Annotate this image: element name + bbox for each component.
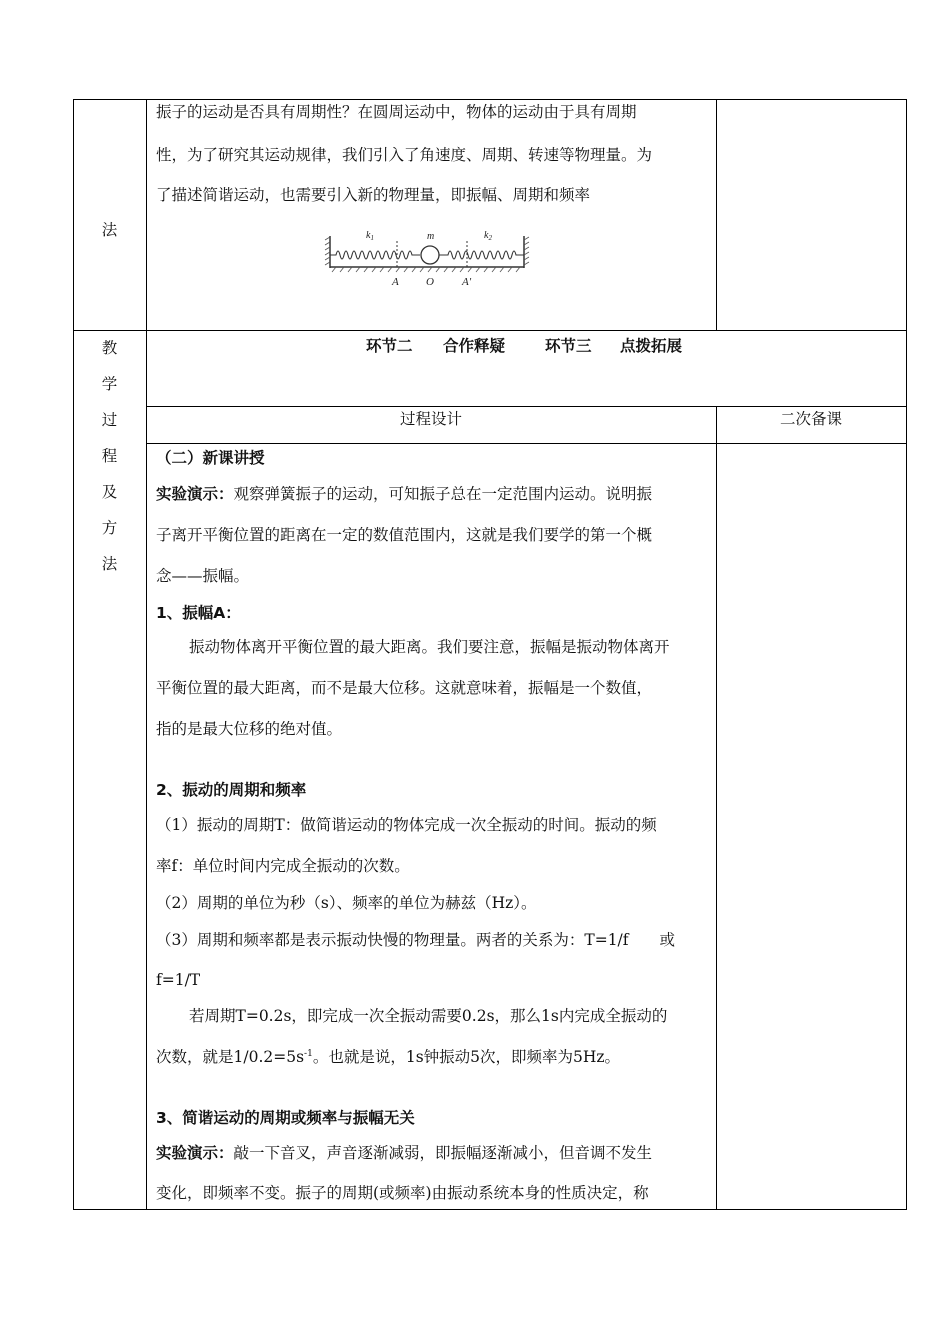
demo1-line-2: 子离开平衡位置的距离在一定的数值范围内，这就是我们要学的第一个概 xyxy=(156,526,653,544)
table-left-border xyxy=(73,99,74,1210)
spring-oscillator-figure xyxy=(322,224,532,290)
example-line-2-b: 。也就是说，1s钟振动5次，即频率为5Hz。 xyxy=(312,1048,621,1066)
period-line-2: 率f：单位时间内完成全振动的次数。 xyxy=(156,857,410,875)
demo2-label: 实验演示： xyxy=(156,1144,234,1162)
section-heading-part3: 环节三 xyxy=(545,337,592,355)
period-frequency-heading: 2、振动的周期和频率 xyxy=(156,781,307,799)
svg-text:k2: $k_2$ xyxy=(484,230,492,242)
demo1-line-3: 念——振幅。 xyxy=(156,567,250,585)
section-heading-part2: 合作释疑 xyxy=(443,337,506,355)
side-char-2: 学 xyxy=(101,375,118,393)
example-line-2-a: 次数，就是1/0.2=5s xyxy=(156,1048,305,1066)
table-right-border xyxy=(906,99,907,1210)
side-char-4: 程 xyxy=(101,447,118,465)
side-char-7: 法 xyxy=(101,555,118,573)
example-line-1: 若周期T=0.2s，即完成一次全振动需要0.2s，那么1s内完成全振动的 xyxy=(189,1007,668,1025)
example-exponent: -1 xyxy=(304,1048,313,1059)
table-bottom-border xyxy=(73,1209,907,1210)
top-paragraph-line-1: 振子的运动是否具有周期性？在圆周运动中，物体的运动由于具有周期 xyxy=(156,103,637,121)
table-top-border xyxy=(73,99,907,100)
section-heading-part1: 环节二 xyxy=(366,337,413,355)
demo2-text-1: 敲一下音叉，声音逐渐减弱，即振幅逐渐减小，但音调不发生 xyxy=(233,1144,653,1162)
svg-text:A′: A′ xyxy=(462,276,472,288)
svg-text:k1: $k_1$ xyxy=(366,230,374,242)
second-prep-header: 二次备课 xyxy=(779,410,842,428)
process-design-header: 过程设计 xyxy=(399,410,462,428)
row-divider-2 xyxy=(146,406,907,407)
amplitude-independence-heading: 3、简谐运动的周期或频率与振幅无关 xyxy=(156,1109,415,1127)
amplitude-line-3: 指的是最大位移的绝对值。 xyxy=(156,720,343,738)
svg-text:O: O xyxy=(426,276,434,288)
svg-text:A: A xyxy=(392,276,399,288)
amplitude-line-2: 平衡位置的最大距离，而不是最大位移。这就意味着，振幅是一个数值， xyxy=(156,679,653,697)
side-char-6: 方 xyxy=(101,519,118,537)
lesson-section-title: （二）新课讲授 xyxy=(156,449,265,467)
side-char-5: 及 xyxy=(101,483,118,501)
demo2-line-2: 变化，即频率不变。振子的周期(或频率)由振动系统本身的性质决定，称 xyxy=(156,1184,649,1202)
amplitude-heading: 1、振幅A： xyxy=(156,604,241,622)
amplitude-line-1: 振动物体离开平衡位置的最大距离。我们要注意，振幅是振动物体离开 xyxy=(189,638,670,656)
period-line-1: （1）振动的周期T：做简谐运动的物体完成一次全振动的时间。振动的频 xyxy=(156,816,657,834)
example-line-2 xyxy=(156,1047,620,1068)
svg-text:m: m xyxy=(427,231,435,242)
demo2-line-1 xyxy=(156,1143,652,1164)
row-divider-3 xyxy=(146,443,907,444)
side-column-divider xyxy=(146,99,147,1210)
row-divider-1 xyxy=(73,330,907,331)
period-line-3: （2）周期的单位为秒（s）、频率的单位为赫兹（Hz）。 xyxy=(156,894,537,912)
demo1-line-1 xyxy=(156,484,652,505)
section-heading-part4: 点拨拓展 xyxy=(620,337,683,355)
side-char-3: 过 xyxy=(101,411,118,429)
demo1-text-1: 观察弹簧振子的运动，可知振子总在一定范围内运动。说明振 xyxy=(233,485,653,503)
demo1-label: 实验演示： xyxy=(156,485,234,503)
side-char-1: 教 xyxy=(101,339,118,357)
period-line-5: f=1/T xyxy=(156,971,201,989)
top-paragraph-line-2: 性，为了研究其运动规律，我们引入了角速度、周期、转速等物理量。为 xyxy=(156,146,653,164)
backup-column-divider-bottom xyxy=(716,406,717,1210)
top-paragraph-line-3: 了描述简谐运动，也需要引入新的物理量，即振幅、周期和频率 xyxy=(156,186,591,204)
period-line-4: （3）周期和频率都是表示振动快慢的物理量。两者的关系为：T=1/f 或 xyxy=(156,931,676,949)
top-side-label: 法 xyxy=(101,221,118,239)
backup-column-divider-top xyxy=(716,99,717,331)
